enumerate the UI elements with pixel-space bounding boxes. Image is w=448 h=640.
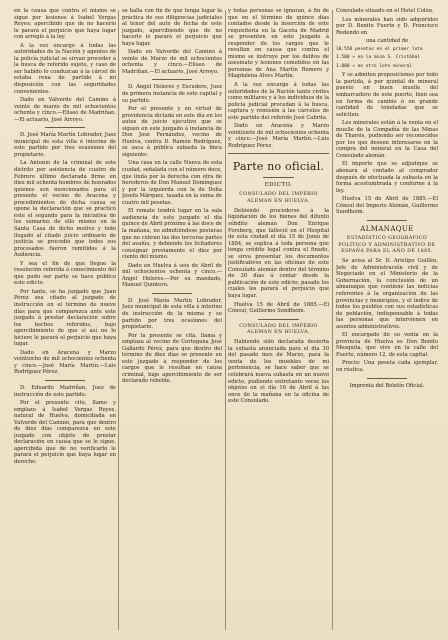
almanaque-subheading: ESTADÍSTICO GEOGRÁFICO POLÍTICO Y ADMINISTRATIVO DE ESPAÑA PARA EL AÑO DE 1885.: [338, 235, 436, 255]
separator: [263, 177, 293, 178]
paragraph: D. José María Martín Lobrador, Juez municipal de esta villa é interino de este partido por tres ocasiones del propietario.: [14, 132, 116, 158]
paragraph: El remate tendrá lugar en la sala audiencia de este juzgado el día quince de Abril próximo á las doce de la mañana, no admitiéndose posturas que no cubran las dos terceras partes del avalúo, y debiendo los licitadores consignar previamente el diez por ciento del mismo.: [122, 208, 222, 261]
column-2: [122, 8, 222, 634]
paragraph: D. Ángel Heleres y Escudero, Juez de primera instancia de este capital y su partido.: [122, 84, 222, 104]
almanaque-heading: ALMANAQUE: [360, 224, 414, 233]
column-1: [14, 8, 116, 634]
separator: [367, 378, 408, 379]
separator: [367, 220, 408, 221]
column-3: [228, 8, 329, 634]
paragraph: Los minerales han sido adquiridos por D. Benito Fuerte y D. Francisco Redondo en: [336, 16, 438, 36]
separator: [152, 79, 192, 80]
paragraph: A la vez encargo á todas las autoridades de la Nación tanto civiles como militares y á los individuos de la policía judicial procedan á la busca, captura y remisión á las cárceles de este partido del referido José Cabrita.: [228, 82, 329, 121]
paragraph: se halla con fin de que tenga lugar la práctica de sus diligencias judiciales al tenor del auto de fecha de este juzgado, apercibiendo que de no hacerlo le parará el perjuicio que haya lugar.: [122, 8, 222, 47]
imprint: Imprenta del Boletín Oficial.: [349, 382, 425, 389]
column-rule: [118, 10, 119, 630]
paragraph: Dado en Aracena y Marzo veintiocho de mil ochocientos ochenta y cinco.—José María Martín.—Luis Rodríguez Pérez.: [14, 349, 116, 376]
paragraph: en la causa que contra el mismo se sigue por lesiones á Isabel Vergas Reyes; apercibido que de no hacerlo le parará el perjuicio que haya lugar con arreglo á la ley.: [14, 8, 116, 41]
paragraph: Y se admiten proposiciones por todo la partida, á por quintal de mineral puesto en buen muelle del embarcadero de este puerto, bien sea en forma de cambio ó en grande cantidad de toneladas que se soliciten.: [336, 72, 438, 118]
consulado-heading: CONSULADO DEL IMPERIO ALEMAN EN HUELVA.: [239, 323, 318, 336]
separator: [152, 293, 192, 294]
edicto-heading: EDICTO.: [264, 182, 293, 189]
paragraph: una cantidad de: [365, 38, 409, 45]
paragraph: Los minerales están á la venta en el muelle de la Compañía de las Minas de Tharsis, pudiendo ser reconocidos por los que deseen interesarse en la compra del mineral en la Casa del Consulado alemán.: [336, 120, 438, 159]
paragraph: Huelva 15 de Abril de 1885.—El Cónsul del Imperio Alemán, Guillermo Sundheim.: [336, 196, 438, 216]
paragraph: Dado en Huelva á seis de Abril de mil ochocientos ochenta y cinco.—Ángel Heleres.—Por su mandado, Manuel Quintero.: [122, 262, 222, 289]
separator: [45, 380, 86, 381]
paragraph: Precio: Una peseta cada ejemplar, en rústica.: [336, 360, 438, 373]
separator: [45, 127, 86, 128]
paragraph: El encargado de su venta en la provincia de Huelva es Don Benito Mesquita, que vive en la calle del Puerto, número 12, de esta capital.: [336, 332, 438, 358]
paragraph: y todas personas se ignoran, á fin de que en el término de quince días contados desde la inserción de este requisitoria en la Gaceta de Madrid se presenten en este juzgado á responder de los cargos que le resultan en causa que contra el mismo se instruye por los delitos de asesinato y lesiones cometidos en las personas de Ana Martín Romero y Magdalena Alves Martín.: [228, 8, 329, 80]
consulado-heading: CONSULADO DEL IMPERIO ALEMAN EN HUELVA.: [239, 192, 318, 205]
paragraph: Por el presente cito, llamo y emplazo á Isabel Vergas Reyes, natural de Huelva, domiciliada en Valverde del Camino, para que dentro de diez días comparezca en este juzgado con objeto de prestar declaración en causa que se le sigue, apercibida que de no verificarlo le parará el perjuicio que haya lugar en derecho.: [14, 400, 116, 465]
paragraph: Por tanto, se ha juzgado que Juan Pérez sea citado al juzgado de instrucción en el término de nueve días para que comparezca ante este juzgado á prestar declaración sobre los hechos referidos, bajo apercibimiento de que si así no lo hiciere le parará el perjuicio que haya lugar.: [14, 288, 116, 348]
section-heading: Parte no oficial.: [232, 160, 325, 174]
paragraph: La Antonio de la criminal de este distrito por asistencia de cuatro de Febrero último declarada firme en diez mil ochenta hombres de honrados quienes son mencionados para el presente el vecino de Aracena y procedimientos de dicha causa se opone la declaración que se practicó este el segundo para la iniciativa de los sumarios de ello mismo en la Santa Casa de dicho motivo y todo llegado al citado juicio ordinario de justicia se procedió que todos sus procesados fueron remitidos á la Audiencia.: [14, 160, 116, 259]
paragraph: Consulado situado en el Hotel Colón.: [336, 8, 434, 14]
column-4: [336, 8, 438, 634]
paragraph: Dado en Valverde del Camino á veinte de marzo de mil ochocientos ochenta y cinco.—Eliseo de Madriñan.—El actuario, José Arroyo.: [14, 97, 116, 123]
price-row: 10.550 pesetas en el primer lote: [336, 46, 423, 52]
paragraph: Debiendo procederse á la liquidación de los bienes del difunto súbdito alemán Don Enrique Forsberg, que falleció en el Hospital de esta ciudad el día 15 de Junio de 1884, se suplica á toda persona que tenga crédito legal contra el finado, se sirva presentar los documentos justificativos en las oficinas de este Consulado alemán dentro del término de 30 días á contar desde la publicación de este edicto; pasado los cuales les parará el perjuicio que haya lugar.: [228, 207, 329, 299]
separator: [258, 319, 298, 320]
paragraph: Huelva 15 de Abril de 1885.—El Cónsul, Guillermo Sundheim.: [228, 301, 329, 315]
column-rule: [225, 10, 226, 630]
separator: [228, 153, 329, 154]
paragraph: Por el presente y en virtud de providencia dictada en este día en los autos de juicio ejecutivo que se siguen en este juzgado á instancia de Don José Fernández, vecino de Huelva, contra D. Ramón Rodríguez, se saca á pública subasta la finca siguiente:: [122, 106, 222, 158]
column-rule: [332, 10, 333, 630]
paragraph: Por la presente se cita, llama y emplaza al vecino de Cortegana José Gallardo Pérez, para que dentro del término de diez días se presente en este juzgado á responder de los cargos que le resultan en causa criminal, bajo apercibimiento de ser declarado rebelde.: [122, 332, 222, 385]
paragraph: Dado en Aracena y Marzo veintisiete de mil ochocientos ochenta y cinco.—José María Martín.—Luis Rodríguez Pérez.: [228, 123, 329, 149]
paragraph: A la vez encargo á todas las autoridades de la Nación y agentes de la policía judicial se sirvan proceder á la busca de referido sujeto, y caso de ser habido lo conduzcan á la cárcel de estaba rena de partido á mi disposición con las seguridades convenientes.: [14, 42, 116, 95]
paragraph: Habiendo sido declarada desierta la subasta anunciada para el día 30 del pasado mes de Marzo, para la venta de los muebles de mi pertenencia, se hace saber que se celebrará nueva subasta en un nuevo edicto, pudiendo entretanto verse los objetos en el día 16 de Abril á las once de la mañana en la oficina de este Consulado.: [228, 339, 329, 405]
paragraph: Y sea el fin de que llegue la resolución referida á conocimiento del que pudo ser parte se hace público este edicto.: [14, 260, 116, 287]
paragraph: D. Eduardo Madriñan, Juez de instrucción de este partido.: [14, 384, 116, 398]
price-row: 1.000 » en otro lote mineral: [336, 63, 412, 69]
price-row: 1.500 » en la mina S. Cristóbal: [336, 55, 420, 61]
paragraph: D. José María Martín Lobrador, Juez municipal de esta villa é interino de instrucción de la misma y su partido por tres ocasiones del propietario.: [122, 297, 222, 331]
paragraph: Una casa en la calle Nueva de esta ciudad, señalada con el número doce, que linda por la derecha con otra de herederos de Don Manuel Domínguez y por la izquierda con la de Doña Josefa Márquez, tasada en la suma de cuatro mil pesetas.: [122, 160, 222, 206]
paragraph: El importe que se adjudique se abonará al contado al comprador después de efectuada la subasta en la forma acostumbrada y conforme á la ley.: [336, 161, 438, 194]
paragraph: Dado en Valverde del Camino á veinte de Marzo de mil ochocientos ochenta y cinco.—Eliseo de Madriñan.—El actuario, José Arroyo.: [122, 49, 222, 75]
paragraph: Se avisa al Sr. D. Aristipo Guillén, Jefe de Administración civil y de Negociado en el Ministerio de la Gobernación, la conclusión de un almanaque que contiene las noticias referentes á la organización de las provincias y municipios, y el índice de todos los pueblos con sus estadísticas de población, indispensable á todas las personas que intervienen en asuntos administrativos.: [336, 258, 438, 330]
